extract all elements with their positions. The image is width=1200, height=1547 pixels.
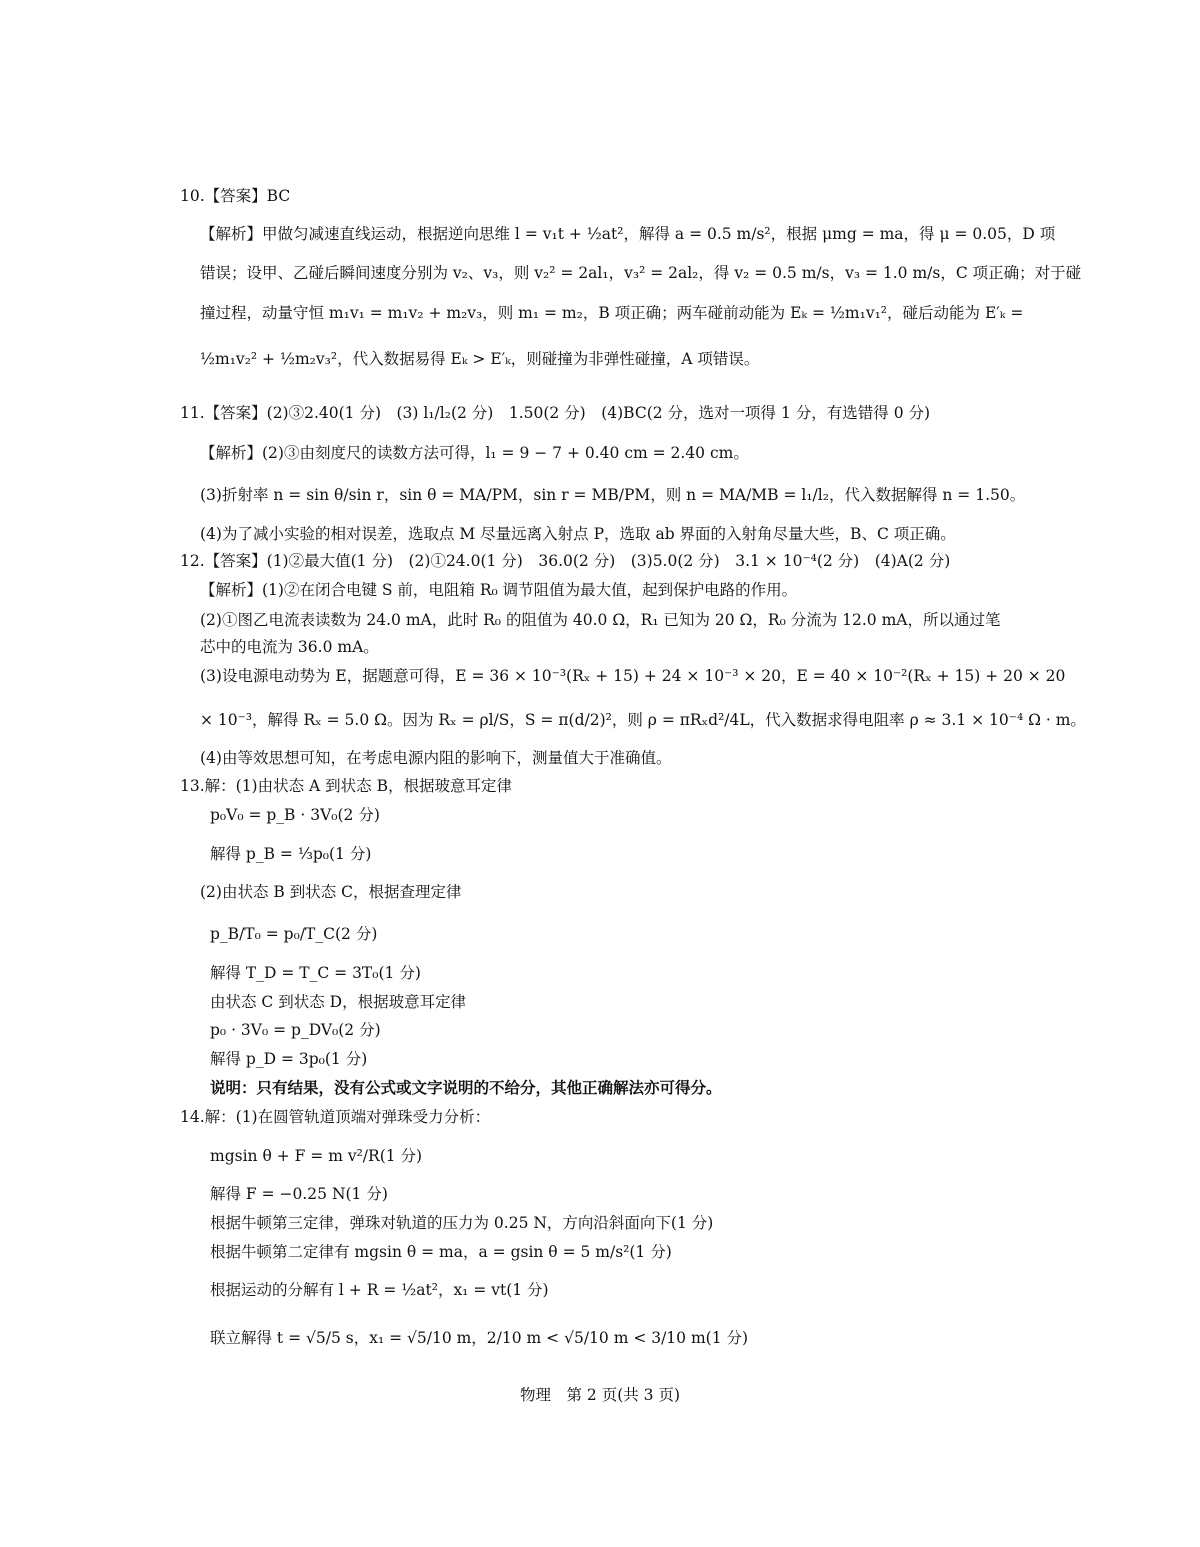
q11-analysis-line-2: (3)折射率 n = sin θ/sin r，sin θ = MA/PM，sin r = MB/PM，则 n = MA/MB = l₁/l₂，代入数据解得 n = 1.50。 bbox=[200, 486, 1026, 504]
q14-line-7: 联立解得 t = √5/5 s，x₁ = √5/10 m，2/10 m < √5/10 m < 3/10 m(1 分) bbox=[210, 1329, 749, 1347]
q14-line-1: 14.解：(1)在圆管轨道顶端对弹珠受力分析： bbox=[180, 1108, 491, 1126]
q13-line-6: 解得 T_D = T_C = 3T₀(1 分) bbox=[210, 964, 421, 982]
q13-note: 说明：只有结果，没有公式或文字说明的不给分，其他正确解法亦可得分。 bbox=[210, 1079, 722, 1097]
q10-answer: 10.【答案】BC bbox=[180, 187, 291, 205]
q12-analysis-line-5: × 10⁻³，解得 Rₓ = 5.0 Ω。因为 Rₓ = ρl/S，S = π(d/2)²，则 ρ = πRₓd²/4L，代入数据求得电阻率 ρ ≈ 3.1 × 10⁻⁴ Ω · m。 bbox=[200, 711, 1086, 729]
q14-line-6: 根据运动的分解有 l + R = ½at²，x₁ = vt(1 分) bbox=[210, 1281, 549, 1299]
q10-analysis-line-4: ½m₁v₂² + ½m₂v₃²，代入数据易得 Eₖ > E′ₖ，则碰撞为非弹性碰撞，A 项错误。 bbox=[200, 350, 760, 368]
q13-line-8: p₀ · 3V₀ = p_DV₀(2 分) bbox=[210, 1021, 381, 1039]
q13-line-5: p_B/T₀ = p₀/T_C(2 分) bbox=[210, 925, 378, 943]
q11-analysis-line-3: (4)为了减小实验的相对误差，选取点 M 尽量远离入射点 P，选取 ab 界面的入射角尽量大些，B、C 项正确。 bbox=[200, 525, 956, 543]
q13-line-7: 由状态 C 到状态 D，根据玻意耳定律 bbox=[210, 993, 467, 1011]
q13-line-1: 13.解：(1)由状态 A 到状态 B，根据玻意耳定律 bbox=[180, 777, 512, 795]
q14-line-5: 根据牛顿第二定律有 mgsin θ = ma，a = gsin θ = 5 m/s²(1 分) bbox=[210, 1243, 672, 1261]
q10-analysis-line-3: 撞过程，动量守恒 m₁v₁ = m₁v₂ + m₂v₃，则 m₁ = m₂，B 项正确；两车碰前动能为 Eₖ = ½m₁v₁²，碰后动能为 E′ₖ = bbox=[200, 304, 1024, 322]
q12-analysis-line-4: (3)设电源电动势为 E，据题意可得，E = 36 × 10⁻³(Rₓ + 15) + 24 × 10⁻³ × 20，E = 40 × 10⁻²(Rₓ + 15) + 20 × 20 bbox=[200, 667, 1066, 685]
q12-answer: 12.【答案】(1)②最大值(1 分) (2)①24.0(1 分) 36.0(2 分) (3)5.0(2 分) 3.1 × 10⁻⁴(2 分) (4)A(2 分) bbox=[180, 552, 951, 570]
q10-analysis-line-2: 错误；设甲、乙碰后瞬间速度分别为 v₂、v₃，则 v₂² = 2al₁，v₃² = 2al₂，得 v₂ = 0.5 m/s，v₃ = 1.0 m/s，C 项正确；对于碰 bbox=[200, 264, 1082, 282]
q14-line-2: mgsin θ + F = m v²/R(1 分) bbox=[210, 1147, 423, 1165]
page-footer: 物理 第 2 页(共 3 页) bbox=[519, 1386, 681, 1404]
q11-answer: 11.【答案】(2)③2.40(1 分) (3) l₁/l₂(2 分) 1.50(2 分) (4)BC(2 分，选对一项得 1 分，有选错得 0 分) bbox=[180, 404, 931, 422]
q12-analysis-line-1: 【解析】(1)②在闭合电键 S 前，电阻箱 R₀ 调节阻值为最大值，起到保护电路的作用。 bbox=[200, 581, 798, 599]
q12-analysis-line-6: (4)由等效思想可知，在考虑电源内阻的影响下，测量值大于准确值。 bbox=[200, 749, 672, 767]
q11-analysis-line-1: 【解析】(2)③由刻度尺的读数方法可得，l₁ = 9 − 7 + 0.40 cm = 2.40 cm。 bbox=[200, 444, 749, 462]
q12-analysis-line-3: 芯中的电流为 36.0 mA。 bbox=[200, 638, 379, 656]
q13-line-2: p₀V₀ = p_B · 3V₀(2 分) bbox=[210, 806, 380, 824]
q12-analysis-line-2: (2)①图乙电流表读数为 24.0 mA，此时 R₀ 的阻值为 40.0 Ω，R₁ 已知为 20 Ω，R₀ 分流为 12.0 mA，所以通过笔 bbox=[200, 611, 1001, 629]
q10-analysis-line-1: 【解析】甲做匀减速直线运动，根据逆向思维 l = v₁t + ½at²，解得 a = 0.5 m/s²，根据 μmg = ma，得 μ = 0.05，D 项 bbox=[200, 225, 1056, 243]
q13-line-9: 解得 p_D = 3p₀(1 分) bbox=[210, 1050, 368, 1068]
q14-line-4: 根据牛顿第三定律，弹珠对轨道的压力为 0.25 N，方向沿斜面向下(1 分) bbox=[210, 1214, 714, 1232]
q13-line-4: (2)由状态 B 到状态 C，根据查理定律 bbox=[200, 883, 462, 901]
q14-line-3: 解得 F = −0.25 N(1 分) bbox=[210, 1185, 388, 1203]
q13-line-3: 解得 p_B = ⅓p₀(1 分) bbox=[210, 845, 372, 863]
